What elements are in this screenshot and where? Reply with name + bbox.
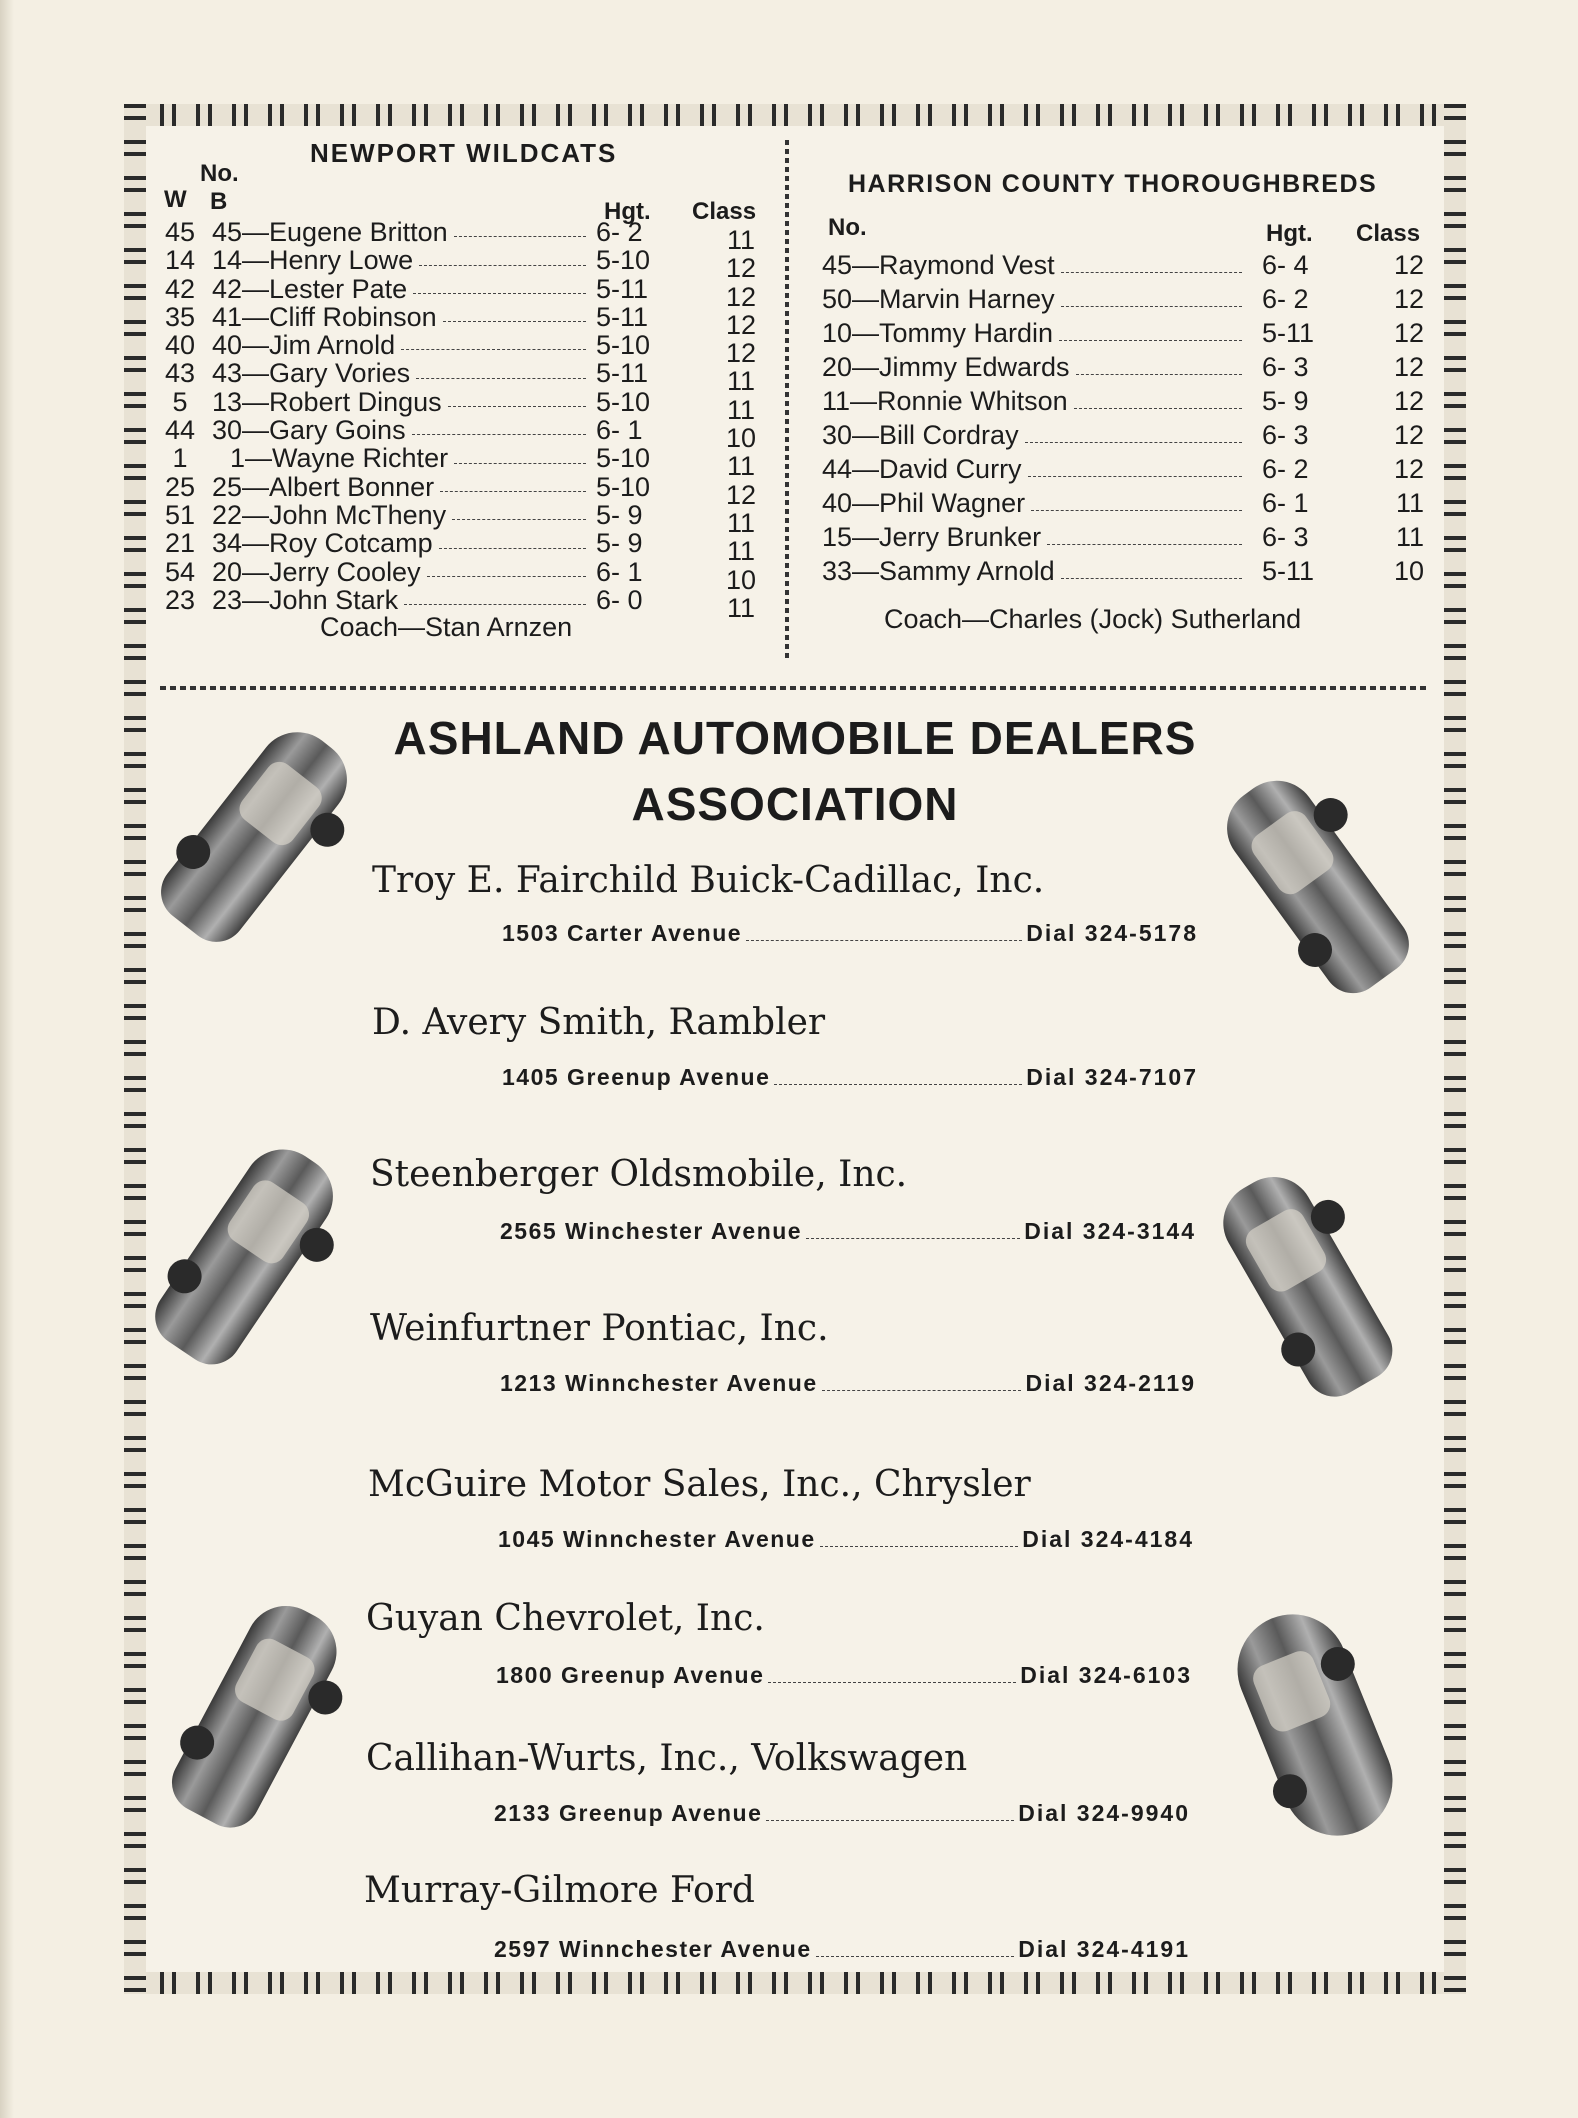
dealer-contact-row — [496, 1662, 1192, 1689]
leader-dots — [816, 1956, 1015, 1957]
leader-dots — [454, 444, 586, 463]
dealer-contact-row — [500, 1370, 1196, 1397]
leader-dots — [452, 501, 586, 520]
harrison-class: 11 — [1395, 488, 1424, 518]
newport-class: 11 — [726, 507, 756, 538]
harrison-height: 5-11 — [1262, 556, 1315, 586]
newport-w-header: W — [164, 186, 187, 213]
newport-player-row — [212, 218, 592, 246]
newport-w-number: 21 — [164, 528, 196, 559]
leader-dots — [1061, 554, 1242, 579]
harrison-player-name: 40—Phil Wagner — [822, 488, 1026, 518]
harrison-player-name: 20—Jimmy Edwards — [822, 352, 1070, 382]
dealer-contact-row — [502, 920, 1198, 947]
dealer-name: Troy E. Fairchild Buick-Cadillac, Inc. — [372, 860, 1045, 901]
page-edge-shadow — [0, 0, 14, 2118]
decorative-border-right — [1444, 104, 1466, 1994]
harrison-height: 6- 4 — [1262, 250, 1309, 280]
leader-dots — [766, 1820, 1014, 1821]
dealer-contact-row — [502, 1064, 1198, 1091]
leader-dots — [1061, 248, 1242, 273]
leader-dots — [1074, 384, 1242, 409]
leader-dots — [820, 1546, 1019, 1547]
leader-dots — [1028, 452, 1242, 477]
newport-player-row — [212, 359, 592, 387]
newport-hgt-header: Hgt. — [604, 198, 651, 225]
leader-dots — [822, 1390, 1022, 1391]
newport-w-column — [160, 218, 200, 614]
dealer-contact-row — [498, 1526, 1194, 1553]
newport-height: 5-10 — [596, 245, 651, 276]
newport-w-number: 14 — [164, 245, 196, 276]
newport-class-header: Class — [692, 198, 757, 225]
newport-class: 12 — [725, 281, 757, 312]
harrison-player-name: 44—David Curry — [822, 454, 1022, 484]
newport-height: 5-10 — [596, 443, 651, 474]
harrison-height: 6- 3 — [1262, 352, 1309, 382]
dealer-name: Murray-Gilmore Ford — [364, 1870, 755, 1911]
leader-dots — [454, 218, 586, 237]
newport-height: 6- 1 — [596, 556, 643, 587]
newport-player-row — [212, 501, 592, 529]
dealer-address: 2133 Greenup Avenue — [494, 1800, 763, 1826]
newport-height-column — [596, 218, 676, 614]
newport-no-header: No. — [200, 160, 239, 187]
leader-dots — [419, 246, 586, 265]
newport-player-name: 1—Wayne Richter — [230, 443, 449, 474]
newport-player-row — [212, 473, 592, 501]
harrison-class: 12 — [1393, 420, 1424, 450]
leader-dots — [768, 1682, 1016, 1683]
harrison-player-name: 30—Bill Cordray — [822, 420, 1019, 450]
newport-player-name: 22—John McTheny — [212, 499, 447, 530]
leader-dots — [1059, 316, 1242, 341]
newport-w-number: 5 — [172, 386, 188, 417]
dealer-address: 2565 Winchester Avenue — [500, 1218, 803, 1244]
dealer-address: 1045 Winnchester Avenue — [498, 1526, 816, 1552]
dealer-address: 1213 Winnchester Avenue — [500, 1370, 818, 1396]
newport-w-number: 23 — [164, 584, 196, 615]
newport-player-row — [212, 444, 592, 472]
leader-dots — [1047, 520, 1242, 545]
newport-w-number: 42 — [164, 273, 196, 304]
newport-class: 10 — [725, 423, 757, 454]
harrison-player-row — [822, 248, 1248, 282]
harrison-class: 12 — [1393, 250, 1424, 280]
dealer-contact-row — [494, 1800, 1190, 1827]
harrison-height: 6- 3 — [1262, 420, 1309, 450]
newport-w-number: 45 — [164, 217, 196, 247]
harrison-coach: Coach—Charles (Jock) Sutherland — [884, 604, 1302, 634]
newport-player-row — [212, 246, 592, 274]
harrison-height: 6- 1 — [1262, 488, 1309, 518]
newport-class: 11 — [726, 592, 756, 623]
newport-player-name: 30—Gary Goins — [212, 415, 406, 446]
newport-w-number: 35 — [164, 301, 196, 332]
dealer-name: McGuire Motor Sales, Inc., Chrysler — [368, 1464, 1031, 1505]
harrison-player-row — [822, 452, 1248, 486]
newport-player-row — [212, 416, 592, 444]
leader-dots — [1025, 418, 1242, 443]
newport-height: 6- 2 — [596, 217, 643, 247]
leader-dots — [440, 473, 586, 492]
harrison-class: 11 — [1395, 522, 1424, 552]
leader-dots — [404, 586, 586, 605]
harrison-class-header: Class — [1356, 220, 1421, 247]
newport-class: 11 — [726, 451, 756, 482]
leader-dots — [427, 558, 586, 577]
newport-height: 6- 1 — [596, 415, 643, 446]
dealer-phone: Dial 324-6103 — [1020, 1662, 1192, 1688]
leader-dots — [412, 416, 586, 435]
section-divider — [160, 686, 1430, 690]
dealer-contact-row — [494, 1936, 1190, 1963]
newport-player-name: 42—Lester Pate — [212, 273, 408, 304]
harrison-player-row — [822, 520, 1248, 554]
leader-dots — [439, 529, 586, 548]
harrison-player-row — [822, 554, 1248, 588]
dealer-phone: Dial 324-7107 — [1026, 1064, 1198, 1090]
newport-player-name: 14—Henry Lowe — [212, 245, 414, 276]
harrison-player-name: 11—Ronnie Whitson — [822, 386, 1068, 416]
harrison-class: 12 — [1393, 454, 1424, 484]
harrison-player-name: 10—Tommy Hardin — [822, 318, 1054, 348]
newport-name-column — [212, 218, 592, 614]
newport-height: 5-11 — [596, 358, 649, 389]
dealer-phone: Dial 324-9940 — [1018, 1800, 1190, 1826]
newport-class: 12 — [725, 479, 757, 510]
leader-dots — [1031, 486, 1242, 511]
harrison-name-column — [822, 248, 1248, 588]
dealer-phone: Dial 324-5178 — [1026, 920, 1198, 946]
harrison-hgt-header: Hgt. — [1266, 220, 1313, 247]
harrison-player-name: 45—Raymond Vest — [822, 250, 1055, 280]
association-title-line2: ASSOCIATION — [631, 778, 959, 830]
newport-height: 6- 0 — [596, 584, 643, 615]
harrison-height: 5-11 — [1262, 318, 1315, 348]
dealer-phone: Dial 324-2119 — [1025, 1370, 1196, 1396]
dealer-address: 2597 Winnchester Avenue — [494, 1936, 812, 1962]
newport-w-number: 51 — [164, 499, 196, 530]
harrison-player-row — [822, 316, 1248, 350]
association-title-line1: ASHLAND AUTOMOBILE DEALERS — [393, 712, 1197, 764]
newport-height: 5-10 — [596, 386, 651, 417]
newport-coach: Coach—Stan Arnzen — [320, 612, 573, 642]
newport-class: 11 — [726, 536, 756, 567]
newport-title: NEWPORT WILDCATS — [310, 138, 618, 168]
newport-player-name: 13—Robert Dingus — [212, 386, 442, 417]
newport-player-name: 23—John Stark — [212, 584, 399, 615]
harrison-no-header: No. — [828, 214, 867, 241]
dealer-address: 1503 Carter Avenue — [502, 920, 743, 946]
dealer-name: Callihan-Wurts, Inc., Volkswagen — [366, 1738, 968, 1779]
newport-w-number: 25 — [164, 471, 196, 502]
newport-class: 12 — [725, 338, 757, 369]
newport-player-row — [212, 529, 592, 557]
newport-class: 11 — [726, 366, 756, 397]
dealer-address: 1800 Greenup Avenue — [496, 1662, 765, 1688]
newport-player-name: 43—Gary Vories — [212, 358, 411, 389]
leader-dots — [401, 331, 586, 350]
dealer-phone: Dial 324-4191 — [1018, 1936, 1190, 1962]
newport-height: 5-10 — [596, 471, 651, 502]
leader-dots — [1061, 282, 1242, 307]
newport-class: 12 — [725, 309, 757, 340]
harrison-player-row — [822, 282, 1248, 316]
harrison-class: 10 — [1393, 556, 1424, 586]
harrison-height: 6- 2 — [1262, 284, 1309, 314]
harrison-player-row — [822, 418, 1248, 452]
newport-w-number: 40 — [164, 330, 196, 361]
newport-player-row — [212, 275, 592, 303]
column-divider — [785, 140, 789, 660]
newport-height: 5-10 — [596, 330, 651, 361]
harrison-class: 12 — [1393, 318, 1424, 348]
harrison-player-name: 15—Jerry Brunker — [822, 522, 1042, 552]
newport-b-header: B — [210, 188, 228, 215]
leader-dots — [448, 388, 586, 407]
harrison-class: 12 — [1393, 284, 1424, 314]
harrison-height: 6- 2 — [1262, 454, 1309, 484]
newport-class-column — [716, 226, 766, 622]
harrison-class-column — [1380, 248, 1424, 588]
newport-player-row — [212, 558, 592, 586]
newport-w-number: 1 — [172, 443, 188, 474]
newport-player-row — [212, 303, 592, 331]
newport-player-name: 20—Jerry Cooley — [212, 556, 421, 587]
newport-class: 12 — [725, 253, 757, 284]
newport-player-name: 40—Jim Arnold — [212, 330, 396, 361]
leader-dots — [413, 275, 586, 294]
dealer-name: Guyan Chevrolet, Inc. — [366, 1598, 765, 1639]
harrison-player-row — [822, 384, 1248, 418]
harrison-class: 12 — [1393, 386, 1424, 416]
dealer-name: Weinfurtner Pontiac, Inc. — [370, 1308, 829, 1349]
dealer-phone: Dial 324-3144 — [1024, 1218, 1196, 1244]
newport-w-number: 44 — [164, 415, 196, 446]
harrison-player-name: 50—Marvin Harney — [822, 284, 1055, 314]
newport-w-number: 54 — [164, 556, 196, 587]
newport-player-name: 34—Roy Cotcamp — [212, 528, 433, 559]
leader-dots — [416, 359, 586, 378]
decorative-border-bottom — [124, 1972, 1466, 1994]
decorative-border-left — [124, 104, 146, 1994]
leader-dots — [1076, 350, 1242, 375]
leader-dots — [806, 1238, 1020, 1239]
newport-height: 5-11 — [596, 273, 649, 304]
newport-player-row — [212, 586, 592, 614]
leader-dots — [746, 940, 1022, 941]
harrison-player-row — [822, 486, 1248, 520]
harrison-class: 12 — [1393, 352, 1424, 382]
harrison-title: HARRISON COUNTY THOROUGHBREDS — [848, 170, 1378, 198]
harrison-player-name: 33—Sammy Arnold — [822, 556, 1055, 586]
dealer-contact-row — [500, 1218, 1196, 1245]
newport-player-name: 41—Cliff Robinson — [212, 301, 437, 332]
dealer-phone: Dial 324-4184 — [1022, 1526, 1194, 1552]
newport-class: 10 — [725, 564, 757, 595]
newport-height: 5-11 — [596, 301, 649, 332]
dealer-name: Steenberger Oldsmobile, Inc. — [370, 1154, 908, 1195]
newport-player-name: 45—Eugene Britton — [212, 217, 448, 247]
harrison-height: 5- 9 — [1262, 386, 1309, 416]
newport-w-number: 43 — [164, 358, 196, 389]
harrison-player-row — [822, 350, 1248, 384]
newport-player-name: 25—Albert Bonner — [212, 471, 435, 502]
newport-class: 11 — [726, 225, 756, 255]
leader-dots — [774, 1084, 1022, 1085]
newport-class: 11 — [726, 394, 756, 425]
newport-height: 5- 9 — [596, 528, 643, 559]
newport-height: 5- 9 — [596, 499, 643, 530]
newport-player-row — [212, 331, 592, 359]
dealer-address: 1405 Greenup Avenue — [502, 1064, 771, 1090]
newport-player-row — [212, 388, 592, 416]
leader-dots — [443, 303, 586, 322]
dealer-name: D. Avery Smith, Rambler — [372, 1002, 826, 1043]
harrison-height-column — [1262, 248, 1342, 588]
harrison-height: 6- 3 — [1262, 522, 1309, 552]
decorative-border-top — [124, 104, 1466, 126]
